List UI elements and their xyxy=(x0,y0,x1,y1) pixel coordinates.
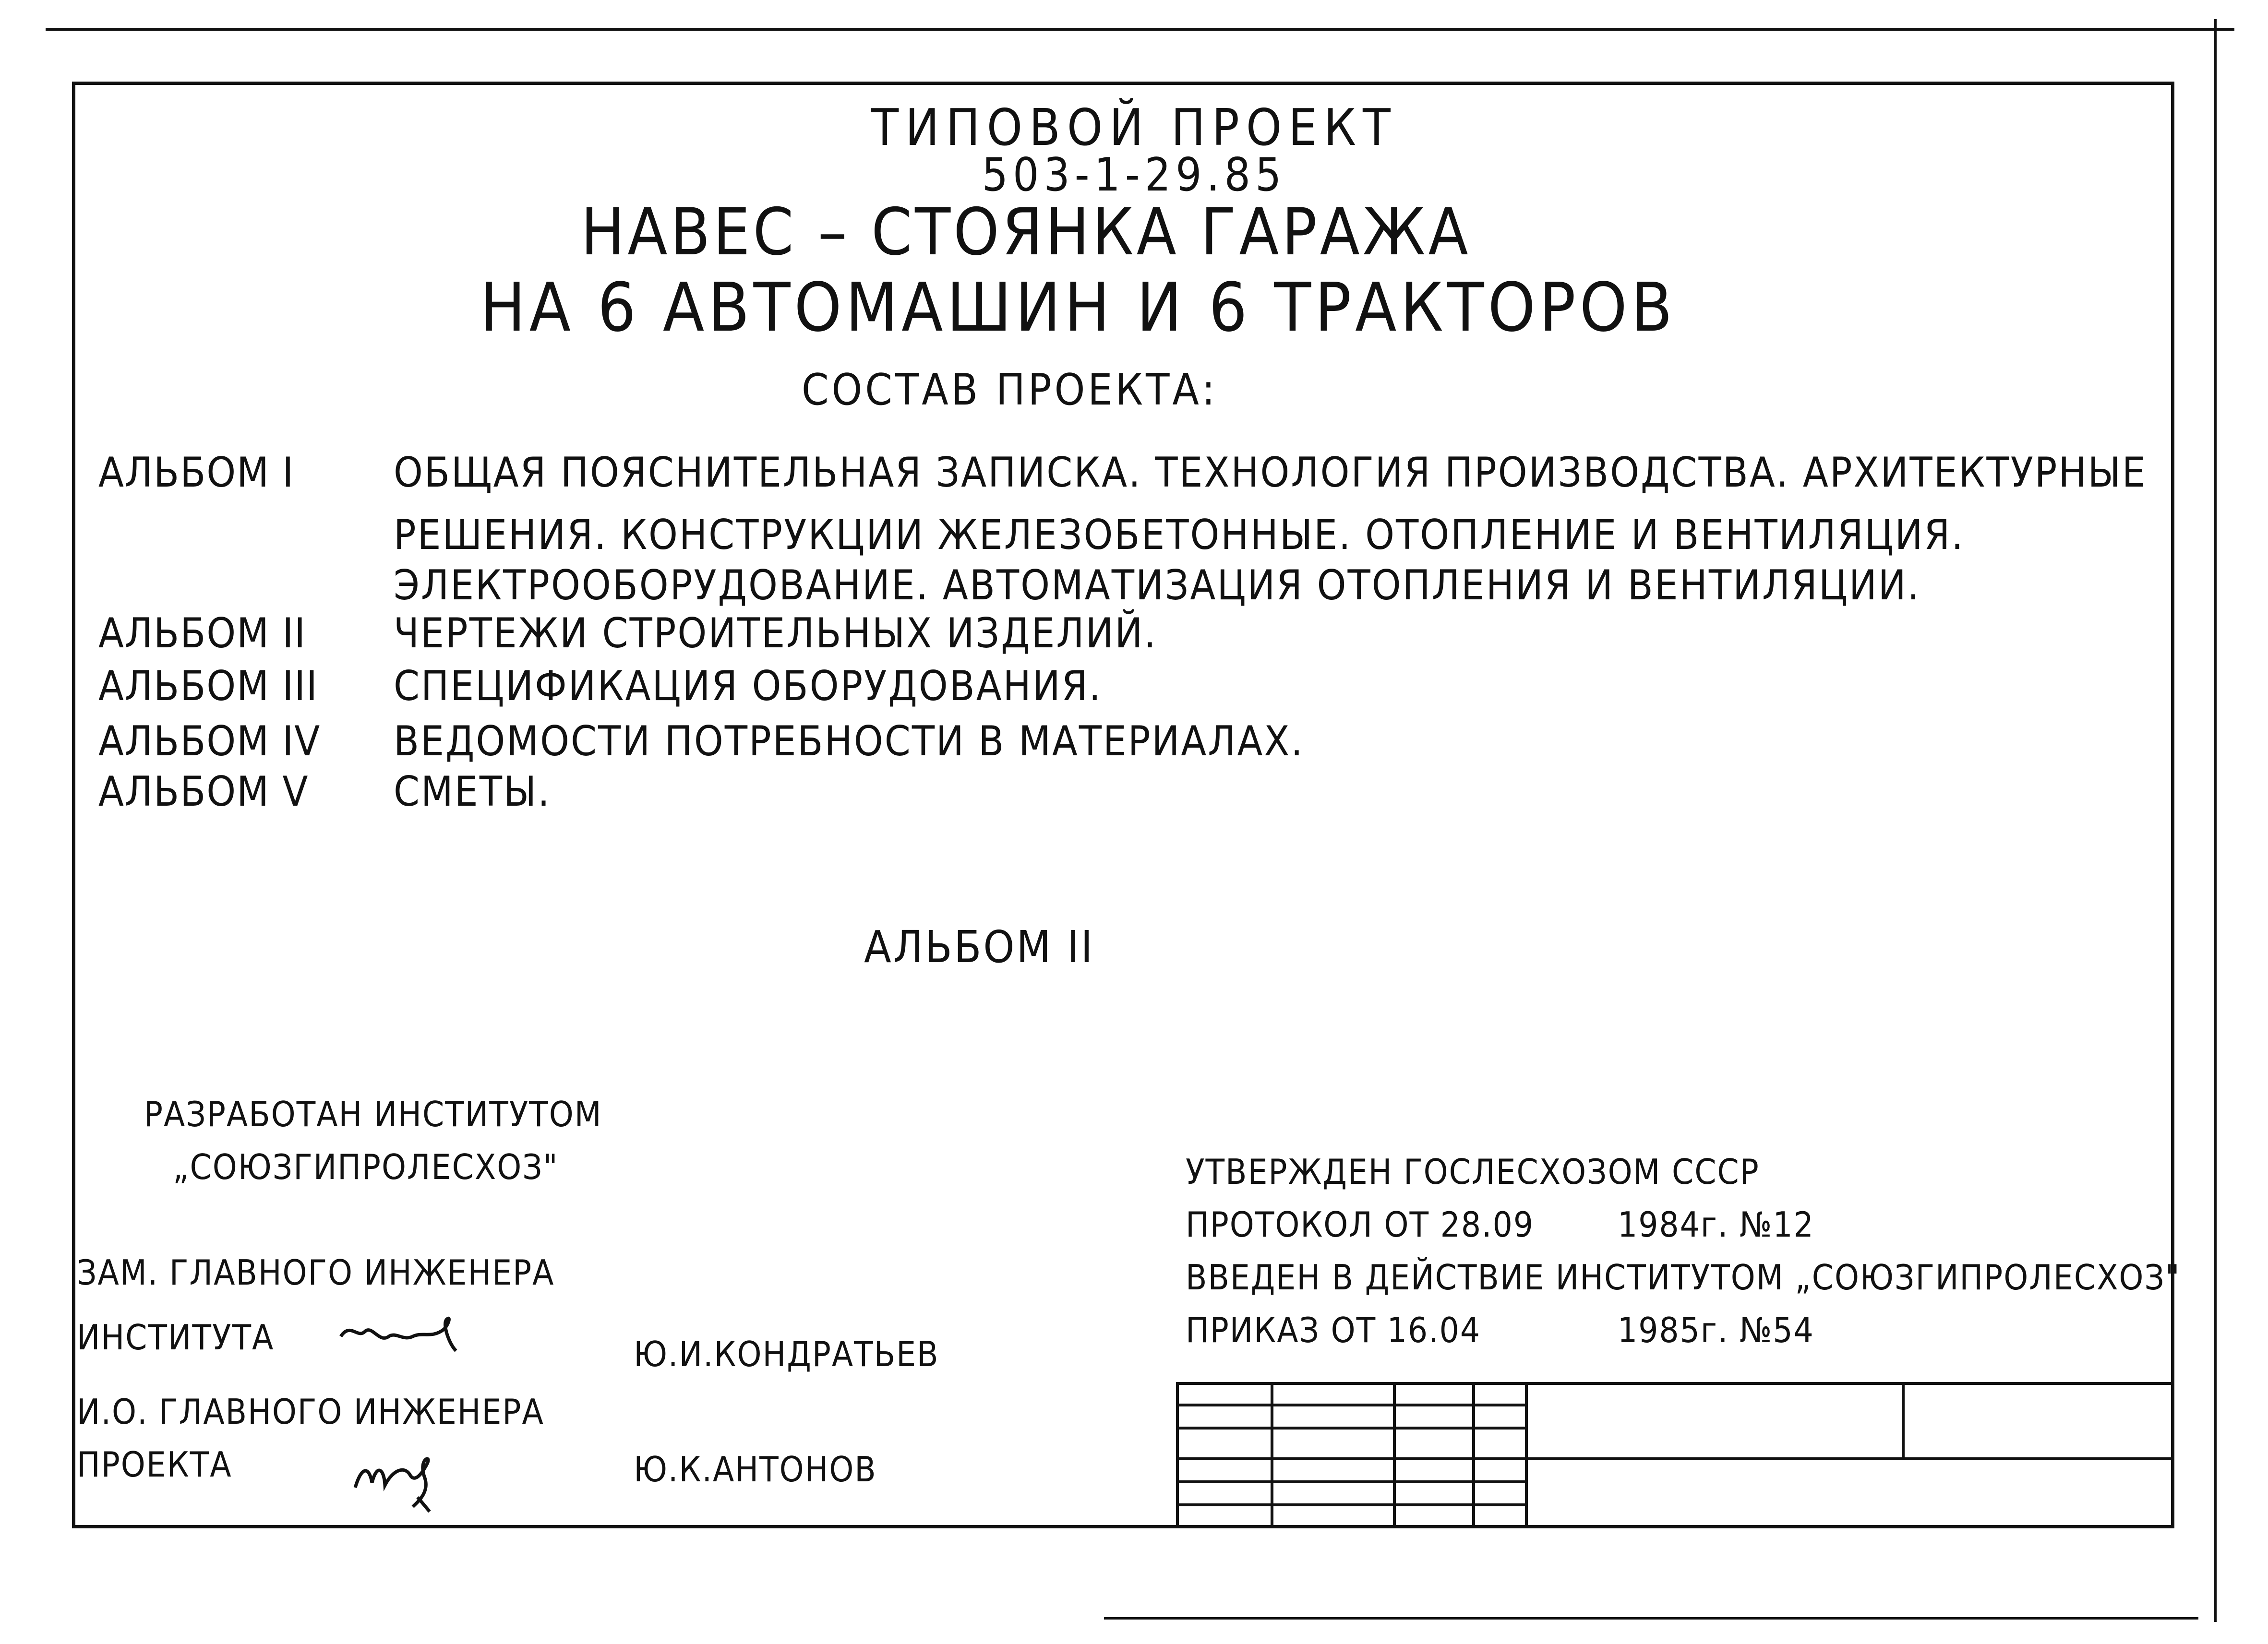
approval-protocol: ПРОТОКОЛ ОТ 28.09 xyxy=(1186,1204,1535,1245)
album-desc-2: ЧЕРТЕЖИ СТРОИТЕЛЬНЫХ ИЗДЕЛИЙ. xyxy=(394,609,1157,657)
composition-title: СОСТАВ ПРОЕКТА: xyxy=(802,365,1218,415)
deputy-title-line1: ЗАМ. ГЛАВНОГО ИНЖЕНЕРА xyxy=(77,1252,555,1293)
approval-order: ПРИКАЗ ОТ 16.04 xyxy=(1186,1310,1481,1350)
album-desc-3: СПЕЦИФИКАЦИЯ ОБОРУДОВАНИЯ. xyxy=(394,662,1103,710)
bottom-edge-line xyxy=(1104,1617,2198,1620)
top-edge-line xyxy=(46,28,2234,31)
project-title-line1: НАВЕС – СТОЯНКА ГАРАЖА xyxy=(581,194,1471,270)
album-label-3: АЛЬБОМ III xyxy=(98,662,318,710)
deputy-name: Ю.И.КОНДРАТЬЕВ xyxy=(634,1334,939,1374)
current-album: АЛЬБОМ II xyxy=(864,921,1095,973)
title-block-stamp xyxy=(1176,1382,2174,1528)
developer-line2: „СОЮЗГИПРОЛЕСХОЗ" xyxy=(173,1147,559,1187)
chief-title-line1: И.О. ГЛАВНОГО ИНЖЕНЕРА xyxy=(77,1392,544,1432)
developer-line1: РАЗРАБОТАН ИНСТИТУТОМ xyxy=(144,1094,602,1134)
approval-line1: УТВЕРЖДЕН ГОСЛЕСХОЗОМ СССР xyxy=(1186,1152,1760,1192)
deputy-title-line2: ИНСТИТУТА xyxy=(77,1317,275,1358)
deputy-signature xyxy=(336,1310,480,1363)
album-desc-1-line1: ОБЩАЯ ПОЯСНИТЕЛЬНАЯ ЗАПИСКА. ТЕХНОЛОГИЯ ПРОИЗВОДСТВА. АРХИТЕКТУРНЫЕ xyxy=(394,449,2147,497)
right-edge-line xyxy=(2214,19,2217,1622)
approval-protocol-year: 1984г. №12 xyxy=(1618,1204,1814,1245)
chief-title-line2: ПРОЕКТА xyxy=(77,1444,232,1485)
project-title-line2: НА 6 АВТОМАШИН И 6 ТРАКТОРОВ xyxy=(480,269,1677,347)
approval-order-year: 1985г. №54 xyxy=(1618,1310,1814,1350)
album-desc-4: ВЕДОМОСТИ ПОТРЕБНОСТИ В МАТЕРИАЛАХ. xyxy=(394,717,1304,765)
project-type: ТИПОВОЙ ПРОЕКТ xyxy=(871,98,1397,157)
album-desc-5: СМЕТЫ. xyxy=(394,768,551,816)
album-desc-1-line2: РЕШЕНИЯ. КОНСТРУКЦИИ ЖЕЛЕЗОБЕТОННЫЕ. ОТОПЛЕНИЕ И ВЕНТИЛЯЦИЯ. xyxy=(394,511,1965,559)
album-label-2: АЛЬБОМ II xyxy=(98,609,307,657)
chief-name: Ю.К.АНТОНОВ xyxy=(634,1449,877,1489)
approval-line3: ВВЕДЕН В ДЕЙСТВИЕ ИНСТИТУТОМ „СОЮЗГИПРОЛЕСХОЗ" xyxy=(1186,1257,2181,1298)
album-label-1: АЛЬБОМ I xyxy=(98,449,295,497)
album-desc-1-line3: ЭЛЕКТРООБОРУДОВАНИЕ. АВТОМАТИЗАЦИЯ ОТОПЛЕНИЯ И ВЕНТИЛЯЦИИ. xyxy=(394,561,1921,609)
project-number: 503-1-29.85 xyxy=(982,149,1286,202)
album-label-4: АЛЬБОМ IV xyxy=(98,717,321,765)
album-label-5: АЛЬБОМ V xyxy=(98,768,309,816)
chief-signature xyxy=(346,1435,461,1516)
